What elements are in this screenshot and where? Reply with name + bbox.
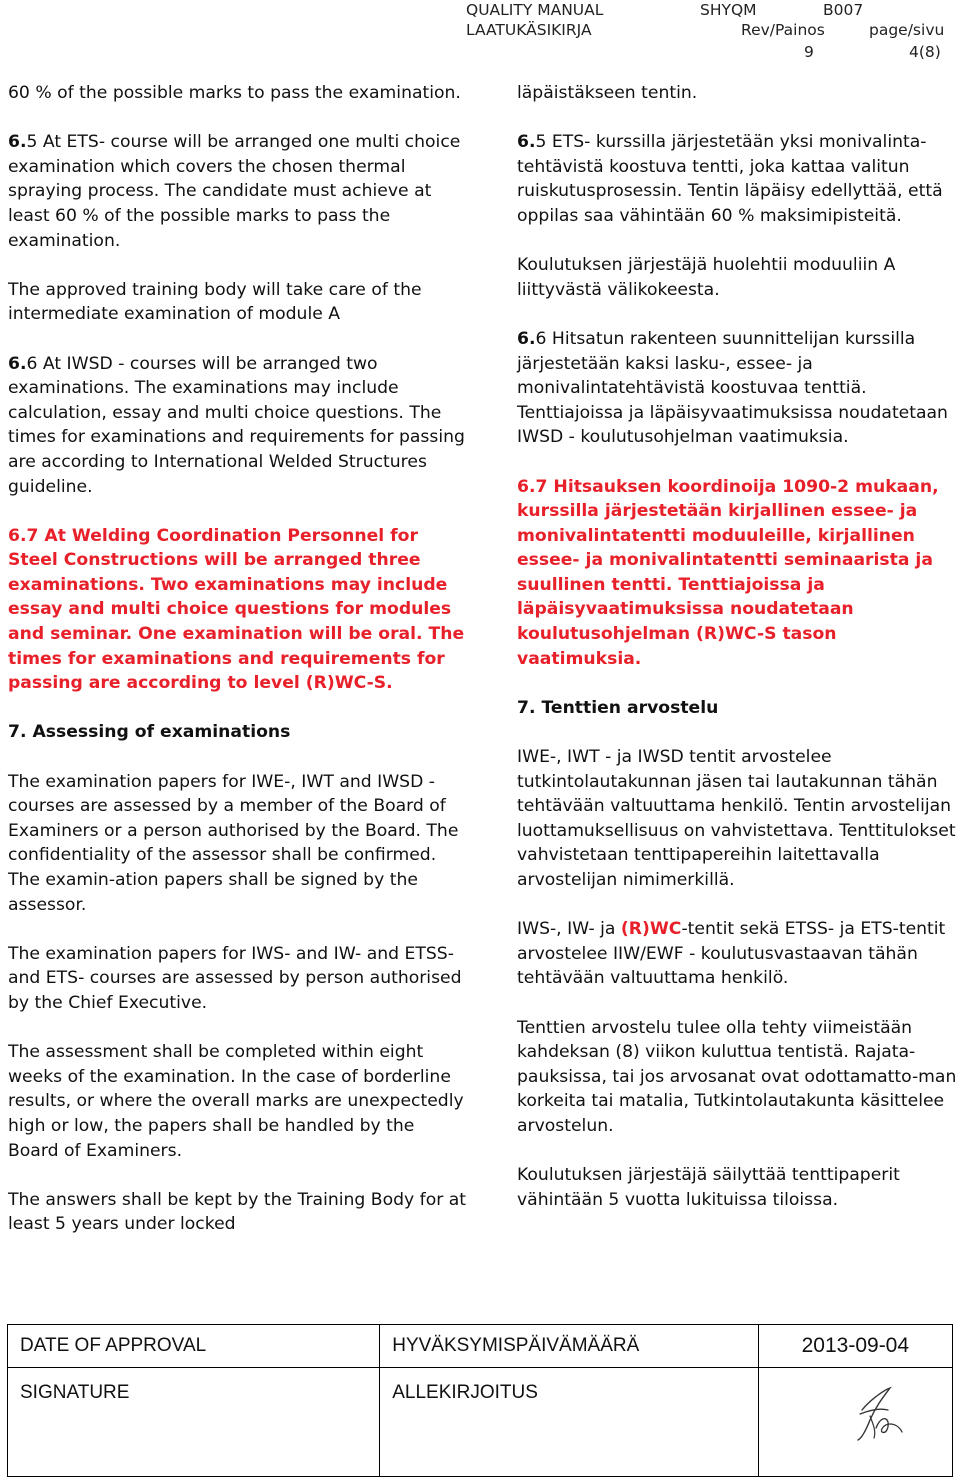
right-section-6-5 [517, 130, 957, 228]
allekirjoitus-label: ALLEKIRJOITUS [380, 1368, 758, 1477]
left-section-6-6 [8, 352, 466, 500]
right-section-6-6-text: 6 Hitsatun rakenteen suunnittelijan kurssilla järjestetään kaksi lasku-, essee- ja monivalintatehtävistä koostuvaa tenttiä. Tenttiajoissa ja läpäisyvaatimuksissa noudatetaan IWSD - koulutusohjelman vaatimuksia. [517, 328, 948, 448]
right-paragraph-iwe: IWE-, IWT - ja IWSD tentit arvostelee tutkintolautakunnan jäsen tai lautakunnan tähän tehtävään valtuuttama henkilö. Tentin arvostelijan luottamuksellisuus on vahvistettava. Tenttitulokset vahvistetaan tenttipapereihin laitettavalla arvostelijan nimimerkillä. [517, 747, 956, 890]
left-section-6-6-number: 6. [8, 353, 27, 374]
left-paragraph-weeks: The assessment shall be completed within eight weeks of the examination. In the case of borderline results, or where the overall marks are unexpectedly high or low, the papers shall be handled by the Board of Examiners. [8, 1042, 464, 1161]
left-section-6-5 [8, 130, 466, 253]
left-section-6-5-text: 5 At ETS- course will be arranged one multi choice examination which covers the chosen thermal spraying process. The candidate must achieve at least 60 % of the possible marks to pass the examination. [8, 132, 461, 251]
date-of-approval-label: DATE OF APPROVAL [8, 1325, 380, 1368]
header-page-value: 4(8) [909, 43, 941, 61]
left-section-6-7: 6.7 At Welding Coordination Personnel for Steel Constructions will be arranged three examinations. Two examinations may include essay and multi choice questions for modules and seminar. One examination will be oral. The times for examinations and requirements for passing are according to level (R)WC-S. [8, 525, 465, 694]
header-shyqm: SHYQM [700, 1, 757, 19]
handwritten-signature [840, 1380, 910, 1442]
right-paragraph-iws [517, 917, 957, 991]
left-section-6-6-text: 6 At IWSD - courses will be arranged two examinations. The examinations may include calculation, essay and multi choice questions. The times for examinations and requirements for passing are according to International Welded Structures guideline. [8, 353, 465, 497]
left-paragraph-0: 60 % of the possible marks to pass the examination. [8, 83, 461, 103]
right-paragraph-iws-post: -tentit sekä ETSS- ja ETS-tentit arvostelee IIW/EWF - koulutusvastaavan tähän tehtävään valtuuttama henkilö. [517, 919, 946, 989]
header-rev-label: Rev/Painos [741, 21, 825, 39]
hyvaksymispaivamaara-label: HYVÄKSYMISPÄIVÄMÄÄRÄ [380, 1325, 758, 1368]
left-paragraph-module-a: The approved training body will take care of the intermediate examination of module A [8, 279, 422, 325]
header-quality-manual: QUALITY MANUAL [466, 1, 604, 19]
right-paragraph-module-a: Koulutuksen järjestäjä huolehtii moduuliin A liittyvästä välikokeesta. [517, 255, 896, 300]
left-paragraph-iws: The examination papers for IWS- and IW- and ETSS- and ETS- courses are assessed by person authorised by the Chief Executive. [8, 943, 462, 1013]
right-section-6-7: 6.7 Hitsauksen koordinoija 1090-2 mukaan, kurssilla järjestetään kirjallinen essee- ja monivalintatentti moduuleille, kirjallinen essee- ja monivalintatentti seminaarista ja suullinen tentti. Tenttiajoissa ja läpäisyvaatimuksissa noudatetaan koulutusohjelman (R)WC-S tason vaatimuksia. [517, 476, 939, 669]
right-paragraph-weeks: Tenttien arvostelu tulee olla tehty viimeistään kahdeksan (8) viikon kuluttua tentistä. Rajata-pauksissa, tai jos arvosanat ovat odottamatto-man korkeita tai matalia, Tutkintolautakunta käsittelee arvostelun. [517, 1017, 957, 1136]
header-page-label: page/sivu [869, 21, 945, 39]
header-rev-value: 9 [804, 43, 814, 61]
right-section-6-6 [517, 327, 957, 450]
signature-label: SIGNATURE [8, 1368, 380, 1477]
approval-table [7, 1324, 953, 1477]
left-paragraph-answers: The answers shall be kept by the Training Body for at least 5 years under locked [8, 1189, 467, 1235]
right-paragraph-iws-red: (R)WC [620, 919, 682, 940]
header-doc-code: B007 [823, 1, 864, 19]
right-paragraph-0: läpäistäkseen tentin. [517, 83, 698, 103]
right-heading-arvostelu: 7. Tenttien arvostelu [517, 697, 719, 718]
right-paragraph-answers: Koulutuksen järjestäjä säilyttää tenttipaperit vähintään 5 vuotta lukituissa tiloissa. [517, 1165, 900, 1210]
english-column [8, 81, 466, 1237]
right-section-6-6-number: 6. [517, 328, 536, 349]
right-paragraph-iws-pre: IWS-, IW- ja [517, 919, 621, 940]
left-section-6-5-number: 6. [8, 132, 27, 153]
left-heading-assessing: 7. Assessing of examinations [8, 722, 291, 743]
right-section-6-5-text: 5 ETS- kurssilla järjestetään yksi monivalinta-tehtävistä koostuva tentti, joka kattaa valitun ruiskutusprosessin. Tentin läpäisy edellyttää, että oppilas saa vähintään 60 % maksimipisteitä. [517, 132, 943, 226]
header-laatukasikirja: LAATUKÄSIKIRJA [466, 21, 592, 39]
right-section-6-5-number: 6. [517, 132, 536, 153]
left-paragraph-iwe: The examination papers for IWE-, IWT and IWSD - courses are assessed by a member of the Board of Examiners or a person authorised by the Board. The confidentiality of the assessor shall be confirmed. The examin-ation papers shall be signed by the assessor. [8, 771, 459, 915]
approval-date-value: 2013-09-04 [758, 1325, 952, 1368]
finnish-column [517, 81, 957, 1212]
